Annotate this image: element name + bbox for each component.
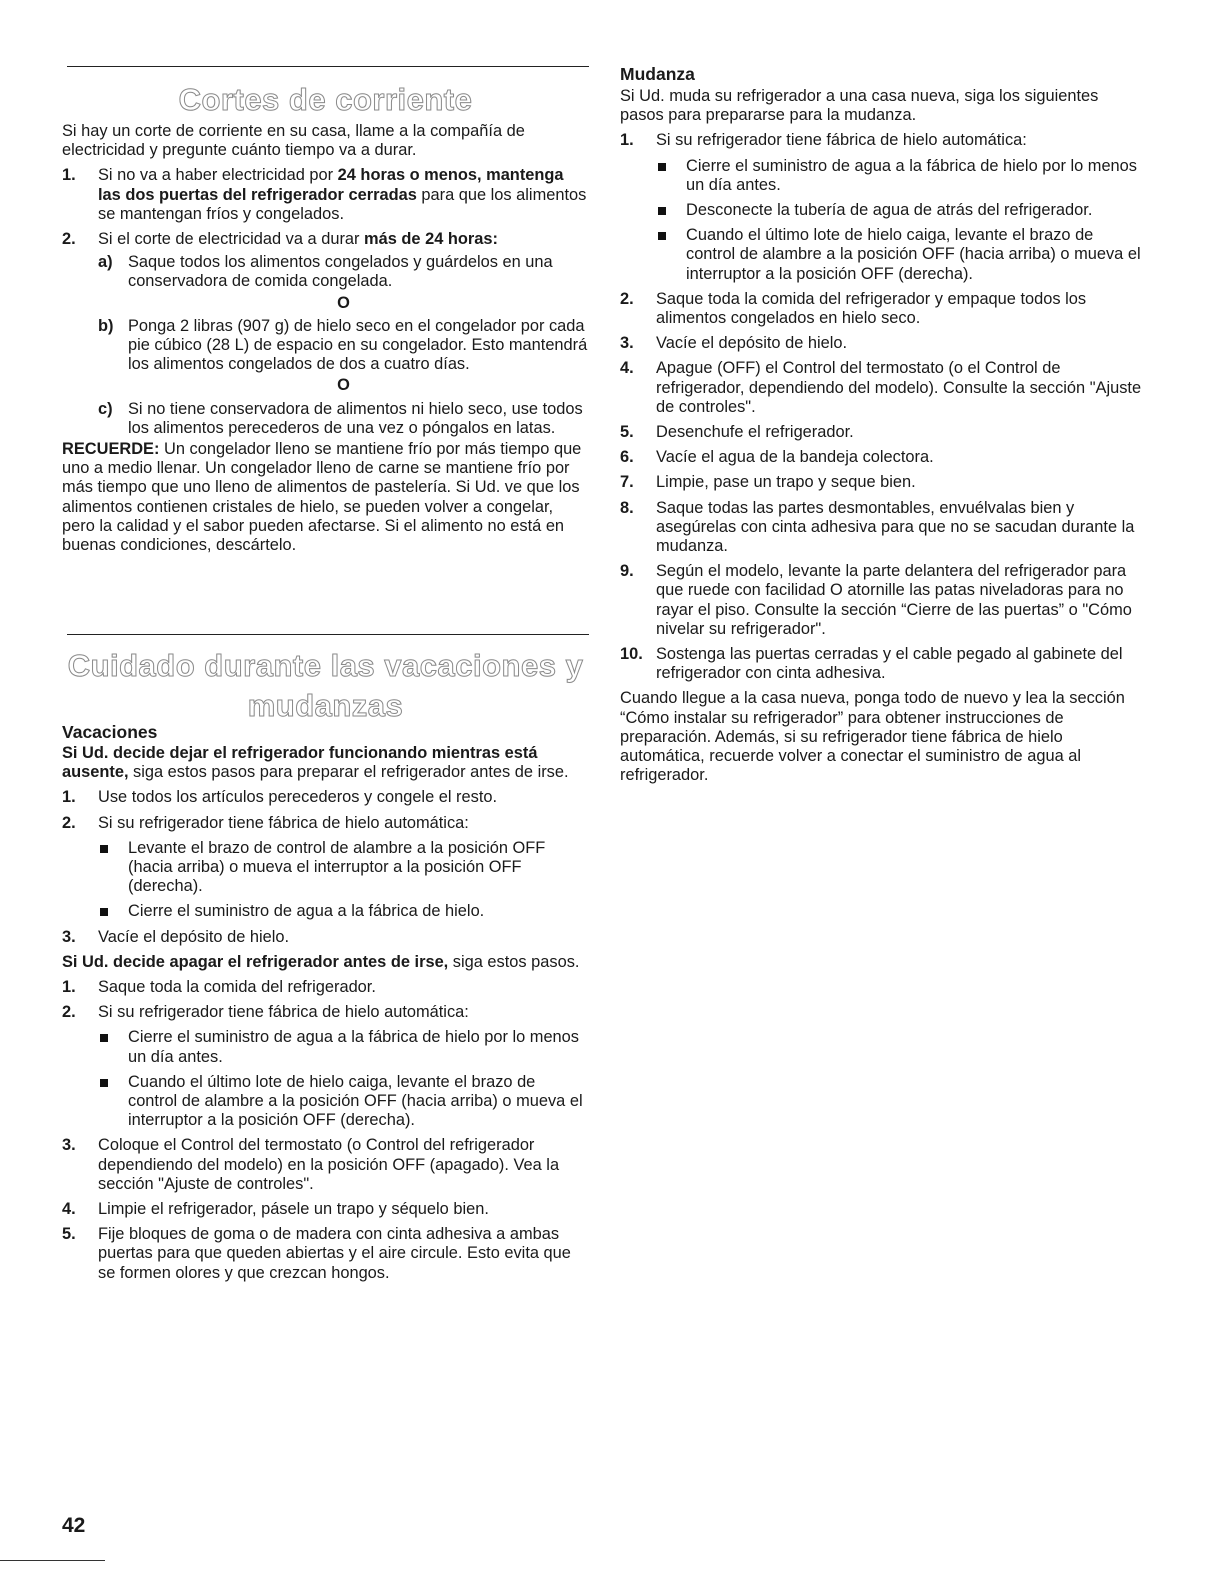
moving-intro: Si Ud. muda su refrigerador a una casa nueva, siga los siguientes pasos para prepararse para la mudanza. bbox=[620, 87, 1099, 125]
sub-item-a: a) Saque todos los alimentos congelados y guárdelos en una conservadora de comida congelada. bbox=[98, 253, 553, 291]
bullet-item: Desconecte la tubería de agua de atrás del refrigerador. bbox=[620, 201, 1142, 220]
list-item: 1. Si no va a haber electricidad por 24 horas o menos, mantenga las dos puertas del refrigerador cerradas para que los alimentos se mantengan fríos y congelados. bbox=[62, 166, 587, 223]
list-item: 3. Coloque el Control del termostato (o Control del refrigerador dependiendo del modelo) en la posición OFF (apagado). Vea la sección "Ajuste de controles". bbox=[62, 1136, 560, 1193]
sub-item-c: c) Si no tiene conservadora de alimentos ni hielo seco, use todos los alimentos perecederos de una vez o póngalos en latas. bbox=[98, 399, 583, 437]
or-separator: O bbox=[337, 293, 350, 312]
bullet-item: Cuando el último lote de hielo caiga, levante el brazo de control de alambre a la posición OFF (hacia arriba) o mueva el interruptor a la posición OFF (derecha). bbox=[620, 226, 1142, 284]
list-item: 5. Desenchufe el refrigerador. bbox=[620, 423, 854, 442]
moving-heading: Mudanza bbox=[620, 64, 695, 84]
bullet-item: Cierre el suministro de agua a la fábrica de hielo por lo menos un día antes. bbox=[62, 1028, 589, 1066]
power-outage-intro: Si hay un corte de corriente en su casa, llame a la compañía de electricidad y pregunte cuánto tiempo va a durar. bbox=[62, 122, 525, 160]
list-item: 2. Si su refrigerador tiene fábrica de hielo automática: bbox=[62, 1003, 469, 1022]
bullet-item: Cierre el suministro de agua a la fábrica de hielo. bbox=[62, 902, 589, 921]
vacations-body bbox=[62, 722, 589, 1283]
bullet-square-icon bbox=[658, 232, 666, 240]
bullet-item: Cierre el suministro de agua a la fábrica de hielo por lo menos un día antes. bbox=[620, 157, 1142, 195]
or-separator: O bbox=[337, 376, 350, 395]
bullet-item: Cuando el último lote de hielo caiga, levante el brazo de control de alambre a la posición OFF (hacia arriba) o mueva el interruptor a la posición OFF (derecha). bbox=[62, 1073, 589, 1131]
list-item: 8. Saque todas las partes desmontables, envuélvalas bien y asegúrelas con cinta adhesiva para que no se sacudan durante la mudanza. bbox=[620, 498, 1135, 556]
list-item: 2. Si su refrigerador tiene fábrica de hielo automática: bbox=[62, 813, 469, 832]
page-number: 42 bbox=[62, 1514, 86, 1537]
bullet-square-icon bbox=[100, 845, 108, 853]
section-title-power-outage: Cortes de corriente bbox=[178, 82, 473, 117]
bullet-square-icon bbox=[658, 207, 666, 215]
vacations-intro: Si Ud. decide dejar el refrigerador funcionando mientras está ausente, siga estos pasos para preparar el refrigerador antes de irse. bbox=[62, 744, 569, 782]
item-number: 2. bbox=[62, 230, 76, 249]
bullet-square-icon bbox=[100, 1034, 108, 1042]
list-item: 1. Si su refrigerador tiene fábrica de hielo automática: bbox=[620, 131, 1027, 150]
moving-section bbox=[620, 64, 1142, 786]
list-item: 2. Si el corte de electricidad va a durar más de 24 horas: bbox=[62, 230, 498, 249]
list-item: 1. Saque toda la comida del refrigerador. bbox=[62, 978, 376, 997]
power-off-intro: Si Ud. decide apagar el refrigerador antes de irse, siga estos pasos. bbox=[62, 952, 580, 971]
list-item: 6. Vacíe el agua de la bandeja colectora. bbox=[620, 448, 934, 467]
list-item: 4. Apague (OFF) el Control del termostato (o el Control de refrigerador, dependiendo del modelo). Consulte la sección "Ajuste de controles". bbox=[620, 359, 1142, 416]
footer-rule bbox=[0, 1560, 105, 1561]
section-title-vacations: Cuidado durante las vacaciones y mudanzas bbox=[67, 648, 584, 723]
list-item: 3. Vacíe el depósito de hielo. bbox=[62, 927, 290, 946]
moving-closing: Cuando llegue a la casa nueva, ponga todo de nuevo y lea la sección “Cómo instalar su refrigerador” para obtener instrucciones de preparación. Además, si su refrigerador tiene fábrica de hielo automática, recuerde volver a conectar el suministro de agua al refrigerador. bbox=[620, 689, 1125, 785]
bullet-square-icon bbox=[100, 1079, 108, 1087]
bullet-square-icon bbox=[100, 908, 108, 916]
sub-item-b: b) Ponga 2 libras (907 g) de hielo seco en el congelador por cada pie cúbico (28 L) de espacio en su congelador. Esto mantendrá los alimentos congelados de dos a cuatro días. bbox=[98, 316, 588, 374]
list-item: 2. Saque toda la comida del refrigerador y empaque todos los alimentos congelados en hielo seco. bbox=[620, 289, 1087, 328]
section-divider bbox=[67, 634, 589, 635]
list-item: 4. Limpie el refrigerador, pásele un trapo y séquelo bien. bbox=[62, 1200, 489, 1219]
item-number: 1. bbox=[62, 166, 76, 185]
list-item: 7. Limpie, pase un trapo y seque bien. bbox=[620, 473, 916, 492]
list-item: 10. Sostenga las puertas cerradas y el cable pegado al gabinete del refrigerador con cinta adhesiva. bbox=[620, 645, 1123, 683]
section-divider bbox=[67, 66, 589, 67]
remember-note: RECUERDE: Un congelador lleno se mantiene frío por más tiempo que uno a medio llenar. Un congelador lleno de carne se mantiene frío por más tiempo que uno lleno de alimentos de pastelería. Si Ud. ve que los alimentos contienen cristales de hielo, se pueden volver a congelar, pero la calidad y el sabor pueden afectarse. Si el alimento no está en buenas condiciones, descártelo. bbox=[62, 440, 582, 555]
power-outage-body bbox=[62, 122, 589, 555]
list-item: 5. Fije bloques de goma o de madera con cinta adhesiva a ambas puertas para que queden abiertas y el aire circule. Esto evita que se formen olores y que crezcan hongos. bbox=[62, 1225, 571, 1282]
bullet-square-icon bbox=[658, 163, 666, 171]
list-item: 1. Use todos los artículos perecederos y congele el resto. bbox=[62, 788, 498, 807]
list-item: 9. Según el modelo, levante la parte delantera del refrigerador para que ruede con facilidad O atornille las patas niveladoras para no rayar el piso. Consulte la sección “Cierre de las puertas” o "Cómo nivelar su refrigerador". bbox=[620, 562, 1132, 638]
bullet-item: Levante el brazo de control de alambre a la posición OFF (hacia arriba) o mueva el interruptor a la posición OFF (derecha). bbox=[62, 839, 589, 897]
vacations-heading: Vacaciones bbox=[62, 722, 158, 742]
list-item: 3. Vacíe el depósito de hielo. bbox=[620, 334, 848, 353]
